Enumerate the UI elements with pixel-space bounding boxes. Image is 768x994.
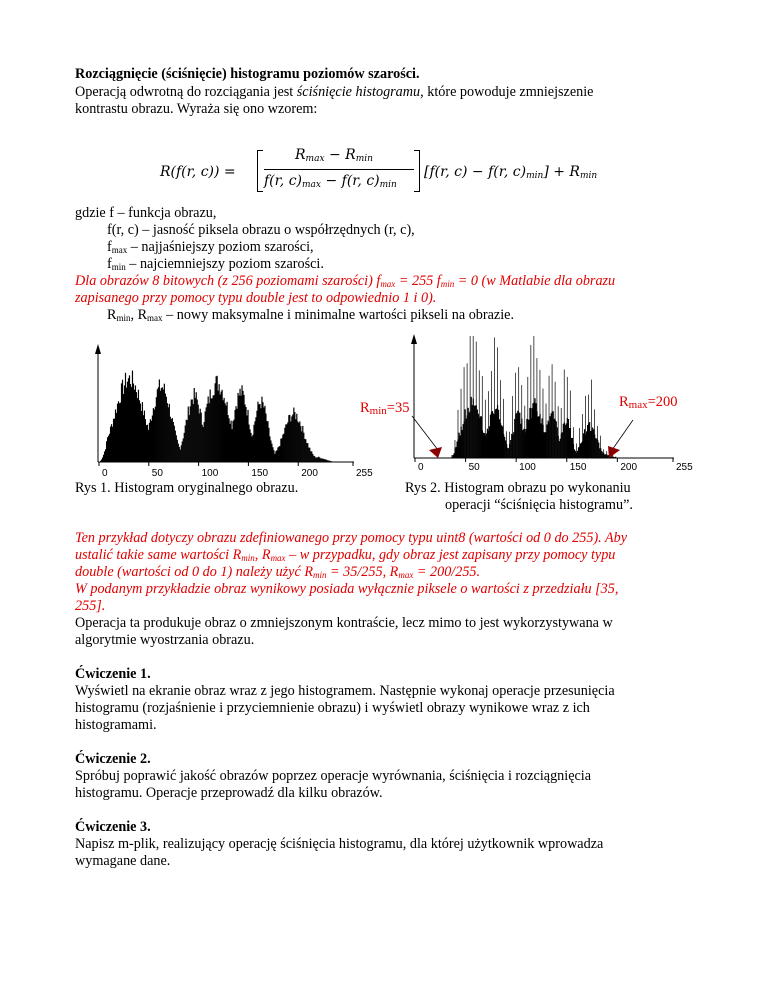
exercise-3-line-1: Napisz m-plik, realizujący operację ściśnięcia histogramu, dla której użytkownik wprowadza <box>75 836 604 852</box>
uint8-note-line-3: double (wartości od 0 do 1) należy użyć $R_{min} = 35/255$, $R_{max} = 200/255$. <box>75 564 481 580</box>
uint8-note-line-5: 255]. <box>75 598 106 614</box>
formula-numerator: $R_{max} - R_{min}$ <box>295 147 373 164</box>
def-fmin: $f_{min}$ – najciemniejszy poziom szarości. <box>107 256 324 272</box>
def-fmax: $f_{max}$ – najjaśniejszy poziom szarości, <box>107 239 314 255</box>
uint8-note-line-2: ustalić takie same wartości $R_{min}$, $R_{max}$ – w przypadku, gdy obraz jest zapisany przy pomocy typu <box>75 547 616 563</box>
rmax-pointer-line <box>612 420 633 450</box>
formula-rhs: [f(r, c) − f(r, $c)_{min}] + R_{min}$ <box>424 164 598 181</box>
rmin-pointer-arrow-icon <box>429 447 442 458</box>
histogram-original-bars <box>100 371 333 462</box>
histogram-original-tick-label: 255 <box>356 468 373 479</box>
histogram-compressed-ticks <box>415 458 693 473</box>
formula-right-bracket <box>414 150 420 192</box>
intro-line-2: kontrastu obrazu. Wyraża się ono wzorem: <box>75 101 318 117</box>
figure-1-caption: Rys 1. Histogram oryginalnego obrazu. <box>75 480 299 496</box>
figure-2-caption-line-1: Rys 2. Histogram obrazu po wykonaniu <box>405 480 631 496</box>
uint8-note-line-4: W podanym przykładzie obraz wynikowy posiada wyłącznie piksele o wartości z przedziału [35, <box>75 581 619 597</box>
contrast-note-line-2: algorytmie wyostrzania obrazu. <box>75 632 255 648</box>
histogram-original-ticks <box>99 462 373 479</box>
histogram-original-tick-label: 0 <box>102 468 108 479</box>
defs-intro: gdzie f – funkcja obrazu, <box>75 205 217 221</box>
histogram-compressed-tick-label: 50 <box>468 462 480 473</box>
formula-lhs: R(f(r, c)) = <box>160 164 236 180</box>
note-8bit-line-1: Dla obrazów 8 bitowych (z 256 poziomami szarości) $f_{max} = 255$ $f_{min} = 0$ (w Matlabie dla obrazu <box>75 273 616 289</box>
histogram-original <box>82 340 373 480</box>
histogram-compressed-tick-label: 255 <box>676 462 693 473</box>
histogram-compressed-tick-label: 200 <box>620 462 638 473</box>
histogram-original-tick-label: 150 <box>251 468 269 479</box>
formula-denominator: f(r, $c)_{max} - f(r$, $c)_{min}$ <box>264 173 397 190</box>
contrast-note-line-1: Operacja ta produkuje obraz o zmniejszonym kontraście, lecz mimo to jest wykorzystywana w <box>75 615 613 631</box>
formula <box>160 147 610 202</box>
exercise-2-line-1: Spróbuj poprawić jakość obrazów poprzez operacje wyrównania, ściśnięcia i rozciągnięcia <box>75 768 592 784</box>
exercise-2-title: Ćwiczenie 2. <box>75 751 151 767</box>
exercise-1-line-1: Wyświetl na ekranie obraz wraz z jego histogramem. Następnie wykonaj operacje przesunięcia <box>75 683 615 699</box>
rmin-label: $R_{min}=35$ <box>360 400 410 417</box>
histogram-compressed-tick-label: 100 <box>519 462 536 473</box>
exercise-3-title: Ćwiczenie 3. <box>75 819 151 835</box>
histogram-compressed-y-arrow <box>411 334 417 344</box>
section-heading: Rozciągnięcie (ściśnięcie) histogramu poziomów szarości. <box>75 66 420 82</box>
exercise-1-line-2: histogramu (rozjaśnienie i przyciemnienie obrazu) i wyświetl obrazy wynikowe wraz z ich <box>75 700 590 716</box>
histogram-original-y-arrow <box>95 344 101 354</box>
intro-line-1: Operacją odwrotną do rozciągania jest ściśnięcie histogramu, które powoduje zmniejszenie <box>75 84 594 100</box>
exercise-3-line-2: wymagane dane. <box>75 853 171 869</box>
histogram-compressed-tick-label: 150 <box>569 462 587 473</box>
exercise-1-line-3: histogramami. <box>75 717 157 733</box>
figure-2-caption-line-2: operacji “ściśnięcia histogramu”. <box>445 497 633 513</box>
histogram-original-tick-label: 100 <box>201 468 219 479</box>
histogram-compressed-bars <box>451 336 617 458</box>
uint8-note-line-1: Ten przykład dotyczy obrazu zdefiniowanego przy pomocy typu uint8 (wartości od 0 do 255). Aby <box>75 530 628 546</box>
exercise-1-title: Ćwiczenie 1. <box>75 666 151 682</box>
histogram-original-tick-label: 50 <box>151 468 163 479</box>
formula-left-bracket <box>257 150 263 192</box>
note-8bit-line-2: zapisanego przy pomocy typu double jest to odpowiednio 1 i 0). <box>75 290 437 306</box>
rmax-label: $R_{max}=200$ <box>619 394 678 411</box>
formula-fraction-line <box>264 169 414 170</box>
def-rmin-rmax: $R_{min}$, $R_{max}$ – nowy maksymalne i minimalne wartości pikseli na obrazie. <box>107 307 514 323</box>
histogram-compressed-tick-label: 0 <box>418 462 424 473</box>
def-brightness: f(r, c) – jasność piksela obrazu o współrzędnych (r, c), <box>107 222 415 238</box>
rmin-pointer-line <box>412 416 438 450</box>
exercise-2-line-2: histogramu. Operacje przeprowadź dla kilku obrazów. <box>75 785 383 801</box>
histogram-original-tick-label: 200 <box>301 468 318 479</box>
